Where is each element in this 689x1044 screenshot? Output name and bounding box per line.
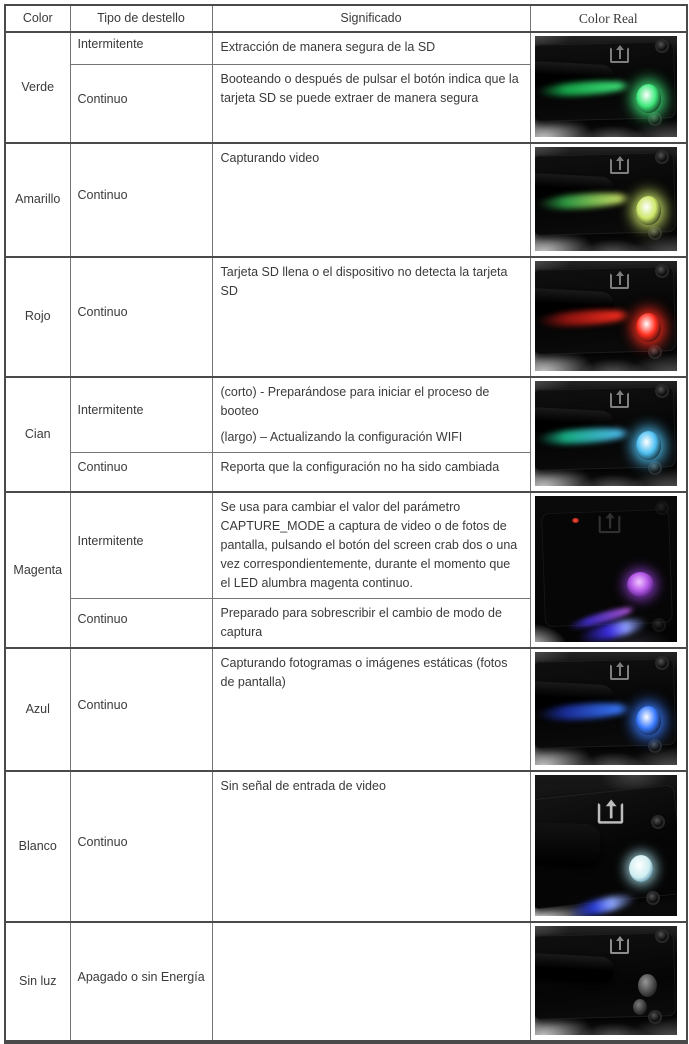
cable-shadow	[535, 953, 615, 984]
color-cell-amarillo: Amarillo	[5, 143, 70, 257]
led-photo-verde	[535, 36, 678, 137]
eject-icon	[610, 47, 629, 63]
eject-icon	[610, 273, 629, 289]
eject-icon	[599, 515, 621, 533]
led-light	[627, 572, 654, 597]
screw-icon	[650, 1012, 660, 1022]
photo-background	[535, 261, 678, 371]
led-light-streak	[566, 603, 637, 632]
led-photo-sin-luz	[535, 926, 678, 1035]
significado-cell: Capturando video	[212, 143, 530, 257]
row-blanco	[5, 771, 687, 922]
significado-line: (corto) - Preparándose para iniciar el proceso de booteo	[220, 384, 490, 418]
color-cell-magenta: Magenta	[5, 492, 70, 648]
screw-icon	[650, 741, 660, 751]
row-verde	[5, 32, 687, 65]
cable-shadow	[535, 288, 615, 319]
led-light-streak	[537, 426, 632, 446]
led-photo-blanco	[535, 775, 678, 916]
header-color-real: Color Real	[530, 5, 687, 32]
device-panel	[535, 266, 676, 354]
screw-icon	[650, 463, 660, 473]
photo-background	[535, 147, 678, 251]
led-photo-azul	[535, 652, 678, 765]
significado-line: (largo) – Actualizando la configuración WIFI	[220, 429, 463, 444]
screw-icon	[657, 931, 667, 941]
tipo-cell: Continuo	[70, 65, 212, 143]
device-panel	[535, 784, 678, 909]
header-row	[5, 5, 687, 32]
eject-icon	[610, 392, 629, 408]
red-indicator-dot	[572, 518, 579, 523]
color-cell-azul: Azul	[5, 648, 70, 771]
tipo-cell: Continuo	[70, 771, 212, 922]
led-status-table	[4, 4, 688, 1044]
color-cell-sin-luz: Sin luz	[5, 922, 70, 1042]
tipo-cell: Intermitente	[70, 377, 212, 453]
screw-icon	[650, 114, 660, 124]
screw-icon	[650, 347, 660, 357]
device-panel	[535, 932, 676, 1020]
bottom-glow	[577, 615, 650, 642]
eject-icon	[610, 158, 629, 174]
photo-cell-azul	[530, 648, 687, 771]
led-photo-cian	[535, 381, 678, 487]
photo-background	[535, 496, 678, 642]
led-photo-amarillo	[535, 147, 678, 251]
eject-icon	[610, 664, 629, 680]
header-tipo-de-destello: Tipo de destello	[70, 5, 212, 32]
screw-icon	[657, 503, 667, 513]
color-cell-verde: Verde	[5, 32, 70, 143]
tipo-cell: Continuo	[70, 143, 212, 257]
screw-icon	[657, 658, 667, 668]
photo-cell-rojo	[530, 257, 687, 377]
led-light-streak	[537, 79, 632, 99]
led-light	[636, 431, 661, 460]
row-sin-luz	[5, 922, 687, 1042]
led-light	[636, 313, 661, 342]
led-light-streak	[537, 701, 632, 722]
screw-icon	[650, 228, 660, 238]
significado-cell: Tarjeta SD llena o el dispositivo no detecta la tarjeta SD	[212, 257, 530, 377]
significado-cell: Se usa para cambiar el valor del parámetro CAPTURE_MODE a captura de video o de fotos de pantalla, pulsando el botón del screen crab dos o una vez correspondientemente, durante el momento que el LED alumbra magenta continuo.	[212, 492, 530, 599]
device-panel	[535, 41, 676, 122]
cable-shadow	[535, 172, 615, 202]
led-light-streak	[537, 191, 632, 211]
tipo-cell: Continuo	[70, 452, 212, 492]
header-significado: Significado	[212, 5, 530, 32]
photo-cell-verde	[530, 32, 687, 143]
photo-background	[535, 381, 678, 487]
device-panel	[535, 658, 676, 749]
cable-shadow	[535, 61, 615, 90]
cable-shadow	[535, 680, 615, 712]
eject-icon	[598, 802, 624, 824]
screw-icon	[657, 386, 667, 396]
eject-icon	[610, 938, 629, 954]
led-off	[638, 974, 657, 997]
bottom-glow	[565, 891, 638, 916]
significado-cell: Sin señal de entrada de video	[212, 771, 530, 922]
header-color: Color	[5, 5, 70, 32]
led-photo-magenta	[535, 496, 678, 642]
cable-shadow	[535, 822, 601, 867]
screw-icon	[648, 893, 658, 903]
photo-background	[535, 36, 678, 137]
tipo-cell: Continuo	[70, 599, 212, 649]
screw-icon	[653, 817, 663, 827]
row-azul	[5, 648, 687, 771]
screw-icon	[657, 41, 667, 51]
significado-cell	[212, 922, 530, 1042]
significado-cell: Booteando o después de pulsar el botón indica que la tarjeta SD se puede extraer de manera segura	[212, 65, 530, 143]
screw-icon	[657, 152, 667, 162]
device-panel	[535, 152, 676, 236]
photo-background	[535, 926, 678, 1035]
led-light	[636, 84, 661, 113]
led-light	[636, 706, 661, 735]
significado-cell: Reporta que la configuración no ha sido cambiada	[212, 452, 530, 492]
color-cell-rojo: Rojo	[5, 257, 70, 377]
led-light-streak	[537, 308, 632, 329]
led-light	[636, 196, 661, 225]
row-cian	[5, 377, 687, 453]
row-magenta	[5, 492, 687, 599]
tipo-cell: Continuo	[70, 257, 212, 377]
tipo-cell: Intermitente	[70, 492, 212, 599]
tipo-cell: Intermitente	[70, 32, 212, 65]
photo-cell-cian	[530, 377, 687, 493]
photo-cell-magenta	[530, 492, 687, 648]
significado-cell: Capturando fotogramas o imágenes estáticas (fotos de pantalla)	[212, 648, 530, 771]
color-cell-blanco: Blanco	[5, 771, 70, 922]
tipo-cell: Continuo	[70, 648, 212, 771]
photo-cell-sin-luz	[530, 922, 687, 1042]
photo-cell-amarillo	[530, 143, 687, 257]
device-panel	[541, 508, 673, 626]
color-cell-cian: Cian	[5, 377, 70, 493]
tipo-cell: Apagado o sin Energía	[70, 922, 212, 1042]
row-amarillo	[5, 143, 687, 257]
cable-shadow	[535, 407, 615, 437]
significado-cell	[212, 377, 530, 453]
photo-cell-blanco	[530, 771, 687, 922]
row-rojo	[5, 257, 687, 377]
screw-icon	[654, 620, 664, 630]
device-panel	[535, 386, 676, 471]
photo-background	[535, 775, 678, 916]
led-light	[629, 855, 653, 882]
significado-cell: Preparado para sobrescribir el cambio de modo de captura	[212, 599, 530, 649]
significado-cell: Extracción de manera segura de la SD	[212, 32, 530, 65]
led-photo-rojo	[535, 261, 678, 371]
photo-background	[535, 652, 678, 765]
screw-icon	[657, 266, 667, 276]
